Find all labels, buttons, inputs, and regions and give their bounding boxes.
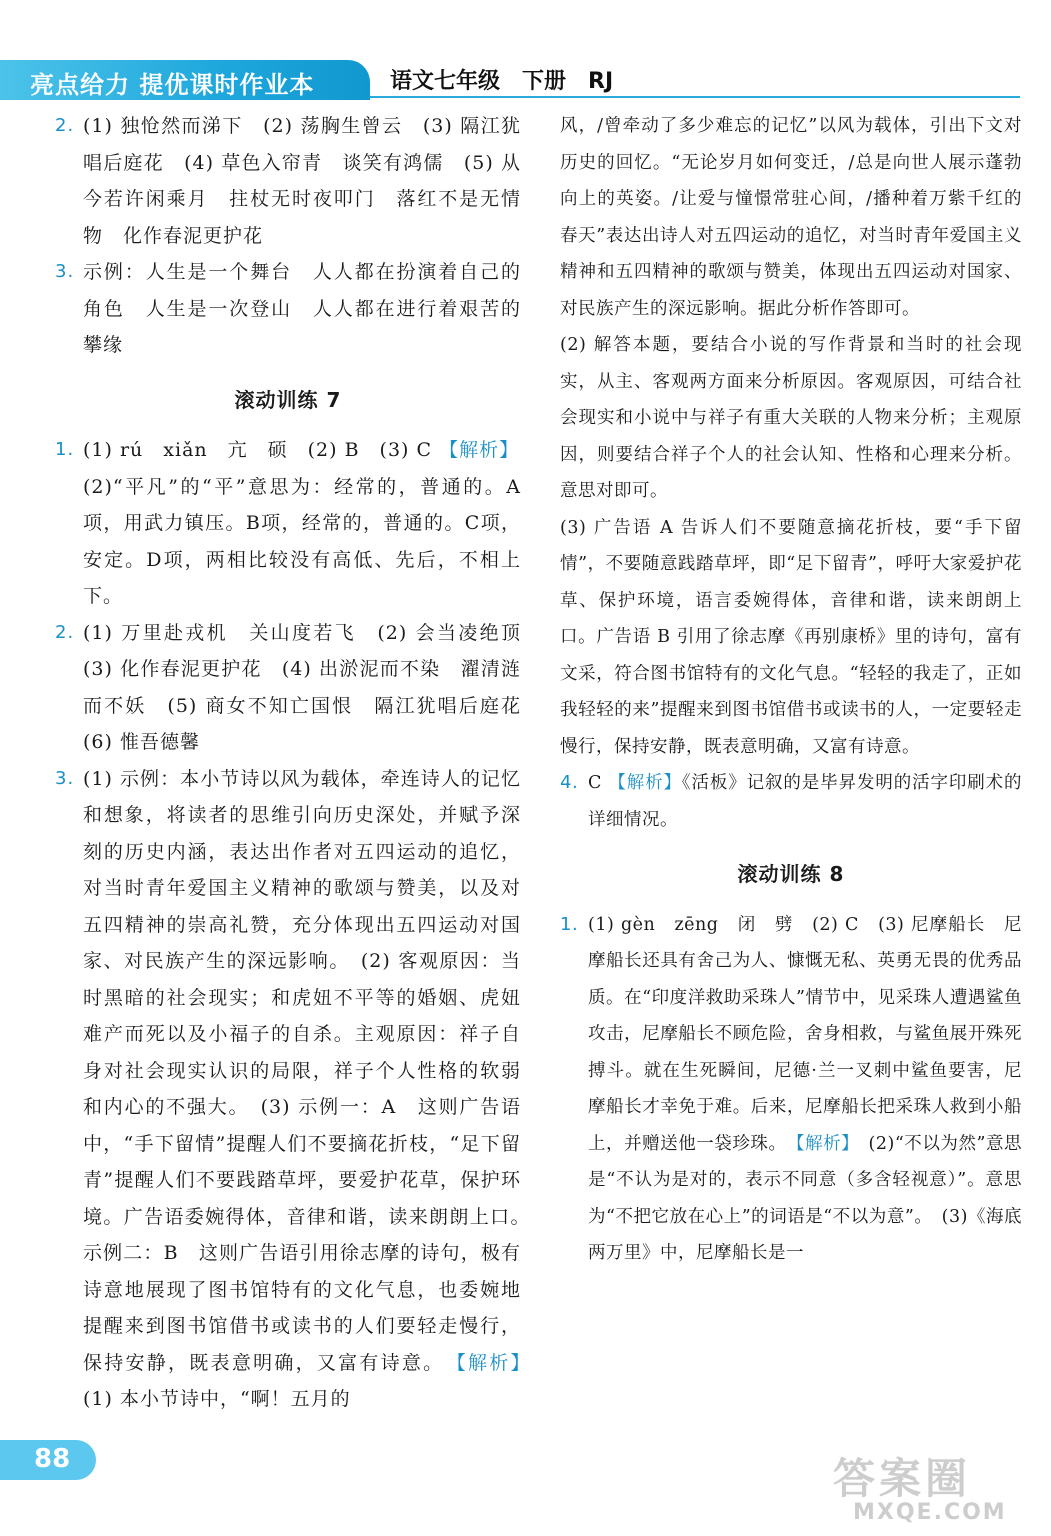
watermark-text: 答案圈 xyxy=(833,1454,972,1503)
item-text: (1) 示例：本小节诗以风为载体，牵连诗人的记忆和想象，将读者的思维引向历史深处，并赋予深刻的历史内涵，表达出作者对五四运动的追忆，对当时青年爱国主义精神的歌颂与赞美，以及对五四精神的崇高礼赞，充分体现出五四运动对国家、对民族产生的深远影响。 (2) 客观原因：当时黑暗的社会现实；和虎妞不平等的婚姻、虎妞难产而死以及小福子的自杀。主观原因：祥子自身对社会现实认识的局限，祥子个人性格的软弱和内心的不强大。 (3) 示例一：A 这则广告语中，“手下留情”提醒人们不要摘花折枝，“足下留青”提醒人们不要践踏草坪，要爱护花草，保护环境。广告语委婉得体，音律和谐，读来朗朗上口。 示例二：B 这则广告语引用徐志摩的诗句，极有诗意地展现了图书馆特有的文化气息，也委婉地提醒来到图书馆借书或读书的人们要轻走慢行，保持安静，既表意明确，又富有诗意。 xyxy=(83,767,542,1374)
answer-item xyxy=(55,432,521,615)
section-title-8: 滚动训练 8 xyxy=(737,862,845,886)
item-text: C xyxy=(588,773,609,793)
analysis-tag: 【解析】 xyxy=(608,773,682,793)
item-text: 示例：人生是一个舞台 人人都在扮演着自己的角色 人生是一次登山 人人都在进行着艰苦的攀缘 xyxy=(83,261,521,356)
item-number: 2. xyxy=(55,621,75,643)
answer-item xyxy=(55,615,542,761)
item-number: 1. xyxy=(55,439,75,460)
series-title: 亮点给力 提优课时作业本 xyxy=(30,71,315,99)
watermark-logo xyxy=(833,1446,1023,1526)
watermark-url: MXQE.COM xyxy=(853,1500,1007,1525)
right-column xyxy=(560,108,1022,1272)
item-number: 3. xyxy=(55,767,75,789)
item-text: (1) gèn zēng 闭 劈 (2) C (3) 尼摩船长 尼摩船长还具有舍己为人、慷慨无私、英勇无畏的优秀品质。在“印度洋救助采珠人”情节中，见采珠人遭遇鲨鱼攻击，尼摩船长不顾危险，舍身相救，与鲨鱼展开殊死搏斗。就在生死瞬间，尼德·兰一叉刺中鲨鱼要害，尼摩船长才幸免于难。后来，尼摩船长把采珠人救到小船上，并赠送他一袋珍珠。 xyxy=(588,914,1022,1154)
answer-item xyxy=(55,254,521,364)
item-analysis: 《活板》记叙的是毕昇发明的活字印刷术的详细情况。 xyxy=(588,773,1023,830)
page-number-tab xyxy=(0,1440,96,1480)
page-number: 88 xyxy=(34,1444,71,1474)
header-divider xyxy=(370,96,1020,98)
answer-item xyxy=(560,907,1022,1272)
item-text: (1) rú xiǎn 亢 硕 (2) B (3) C xyxy=(83,439,440,461)
item-analysis: (2)“不以为然”意思是“不认为是对的，表示不同意（多含轻视意）”。意思为“不把它放在心上”的词语是“不以为意”。 (3)《海底两万里》中，尼摩船长是一 xyxy=(588,1133,1023,1263)
analysis-tag: 【解析】 xyxy=(795,1133,851,1154)
item-analysis: (1) 本小节诗中，“啊！五月的 xyxy=(83,1388,351,1410)
item-analysis: (2)“平凡”的“平”意思为：经常的，普通的。A项，用武力镇压。B项，经常的，普通的。C项，安定。D项，两相比较没有高低、先后，不相上下。 xyxy=(83,475,521,607)
item-text: (1) 独怆然而涕下 (2) 荡胸生曾云 (3) 隔江犹唱后庭花 (4) 草色入帘青 谈笑有鸿儒 (5) 从今若许闲乘月 拄杖无时夜叩门 落红不是无情物 化作春泥更护花 xyxy=(83,115,521,247)
item-number: 2. xyxy=(55,115,75,136)
item-number: 4. xyxy=(560,772,579,793)
item-text: (1) 万里赴戎机 关山度若飞 (2) 会当凌绝顶 (3) 化作春泥更护花 (4) 出淤泥而不染 濯清涟而不妖 (5) 商女不知亡国恨 隔江犹唱后庭花 (6) 惟吾德馨 xyxy=(83,621,542,753)
answer-item xyxy=(55,108,521,254)
item-number: 3. xyxy=(55,261,75,282)
header-series-bar xyxy=(0,60,370,100)
item-number: 1. xyxy=(560,913,579,935)
section-title-7: 滚动训练 7 xyxy=(234,387,342,412)
analysis-paragraph: (3) 广告语 A 告诉人们不要随意摘花折枝，要“手下留情”，不要随意践踏草坪，即“足下留青”，呼吁大家爱护花草、保护环境，语言委婉得体，音律和谐，读来朗朗上口。广告语 B 引用了徐志摩《再别康桥》里的诗句，富有文采，符合图书馆特有的文化气息。“轻轻的我走了，正如我轻轻的来”提醒来到图书馆借书或读书的人，一定要轻走慢行，保持安静，既表意明确，又富有诗意。 xyxy=(560,517,1022,757)
left-column xyxy=(55,108,542,1418)
analysis-paragraph: (2) 解答本题，要结合小说的写作背景和当时的社会现实，从主、客观两方面来分析原因。客观原因，可结合社会现实和小说中与祥子有重大关联的人物来分析；主观原因，则要结合祥子个人的社会认知、性格和心理来分析。意思对即可。 xyxy=(560,335,1022,501)
analysis-tag: 【解析】 xyxy=(439,439,520,461)
answer-item xyxy=(560,765,1022,838)
answer-item xyxy=(55,761,542,1418)
book-info: 语文七年级 下册 RJ xyxy=(390,69,614,94)
analysis-paragraph: 风，/曾牵动了多少难忘的记忆”以风为载体，引出下文对历史的回忆。“无论岁月如何变迁，/总是向世人展示蓬勃向上的英姿。/让爱与憧憬常驻心间，/播种着万紫千红的春天”表达出诗人对五四运动的追忆，对当时青年爱国主义精神和五四精神的歌颂与赞美，体现出五四运动对国家、对民族产生的深远影响。据此分析作答即可。 xyxy=(560,116,1022,319)
analysis-tag: 【解析】 xyxy=(456,1351,521,1374)
